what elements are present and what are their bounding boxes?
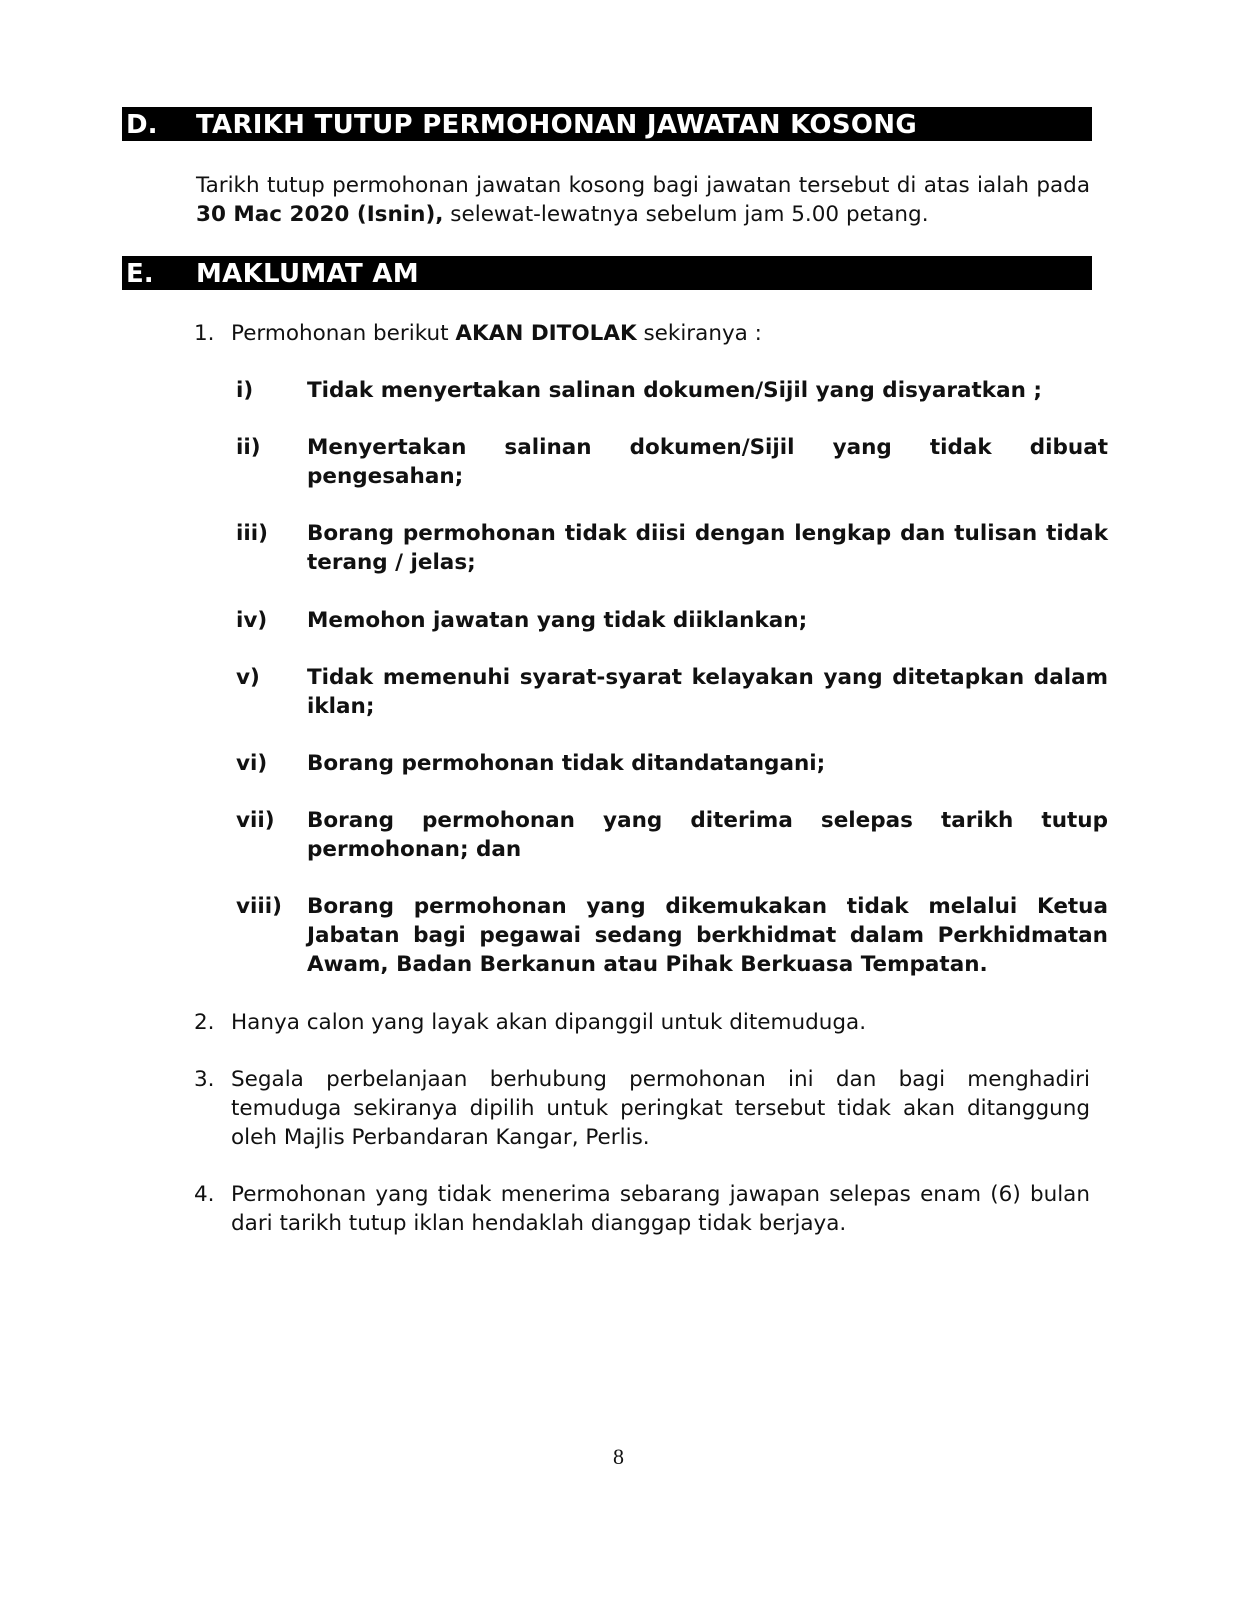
info-item-4: [194, 1180, 1090, 1238]
rejection-reason-label: vi): [236, 751, 268, 776]
section-e-heading: [122, 256, 1092, 290]
info-item-number: 3.: [194, 1067, 215, 1092]
info-item-number: 2.: [194, 1010, 215, 1035]
rejection-reason: [236, 376, 1108, 405]
closing-date-bold: 30 Mac 2020 (Isnin),: [196, 202, 444, 227]
rejection-reason-label: viii): [236, 894, 282, 919]
rejection-reason: [236, 892, 1108, 979]
rejection-reason: [236, 663, 1108, 721]
rejection-reason: [236, 433, 1108, 491]
info-item-text: [231, 319, 1090, 348]
closing-date-time: selewat-lewatnya sebelum jam 5.00 petang.: [443, 202, 929, 227]
rejection-reason-text: Tidak menyertakan salinan dokumen/Sijil yang disyaratkan ;: [307, 378, 1042, 403]
rejection-reason-label: i): [236, 378, 254, 403]
section-e-title: MAKLUMAT AM: [196, 259, 419, 289]
rejection-reason-label: iv): [236, 608, 268, 633]
rejection-reason-text: Memohon jawatan yang tidak diiklankan;: [307, 608, 808, 633]
rejection-reason-label: vii): [236, 808, 275, 833]
section-d-title: TARIKH TUTUP PERMOHONAN JAWATAN KOSONG: [196, 110, 917, 140]
info-item-text: Segala perbelanjaan berhubung permohonan ini dan bagi menghadiri temuduga sekiranya dipilih untuk peringkat tersebut tidak akan ditanggung oleh Majlis Perbandaran Kangar, Perlis.: [231, 1067, 1090, 1150]
rejection-reason-text: Borang permohonan tidak diisi dengan lengkap dan tulisan tidak terang / jelas;: [307, 521, 1108, 575]
rejection-reason-label: ii): [236, 435, 261, 460]
rejection-reason: [236, 806, 1108, 864]
rejection-reason-label: v): [236, 665, 260, 690]
info-item-1-before: Permohonan berikut: [231, 321, 456, 346]
rejection-reason-text: Borang permohonan tidak ditandatangani;: [307, 751, 826, 776]
page-number: 8: [613, 1444, 624, 1469]
info-item-1: [194, 319, 1090, 348]
info-item-number: 1.: [194, 321, 215, 346]
rejection-reason: [236, 519, 1108, 577]
info-item-number: 4.: [194, 1182, 215, 1207]
section-d-letter: D.: [126, 110, 158, 140]
section-e-letter: E.: [126, 259, 154, 289]
info-item-2: [194, 1008, 1090, 1037]
info-item-text: Permohonan yang tidak menerima sebarang jawapan selepas enam (6) bulan dari tarikh tutup iklan hendaklah dianggap tidak berjaya.: [231, 1182, 1090, 1236]
info-item-text: Hanya calon yang layak akan dipanggil untuk ditemuduga.: [231, 1010, 867, 1035]
rejection-reason-text: Borang permohonan yang diterima selepas tarikh tutup permohonan; dan: [307, 808, 1108, 862]
rejection-reason-text: Borang permohonan yang dikemukakan tidak melalui Ketua Jabatan bagi pegawai sedang berkhidmat dalam Perkhidmatan Awam, Badan Berkanun atau Pihak Berkuasa Tempatan.: [307, 894, 1108, 977]
rejected-emphasis: AKAN DITOLAK: [455, 321, 637, 346]
section-d-heading: [122, 107, 1092, 141]
closing-date-paragraph: [196, 171, 1090, 229]
rejection-reason: [236, 606, 1108, 635]
rejection-reason-label: iii): [236, 521, 268, 546]
rejection-reason-text: Tidak memenuhi syarat-syarat kelayakan yang ditetapkan dalam iklan;: [307, 665, 1108, 719]
info-item-1-after: sekiranya :: [636, 321, 762, 346]
rejection-reason: [236, 749, 1108, 778]
rejection-reason-text: Menyertakan salinan dokumen/Sijil yang tidak dibuat pengesahan;: [307, 435, 1108, 489]
closing-date-text: Tarikh tutup permohonan jawatan kosong bagi jawatan tersebut di atas ialah pada: [196, 173, 1090, 198]
info-item-3: [194, 1065, 1090, 1152]
